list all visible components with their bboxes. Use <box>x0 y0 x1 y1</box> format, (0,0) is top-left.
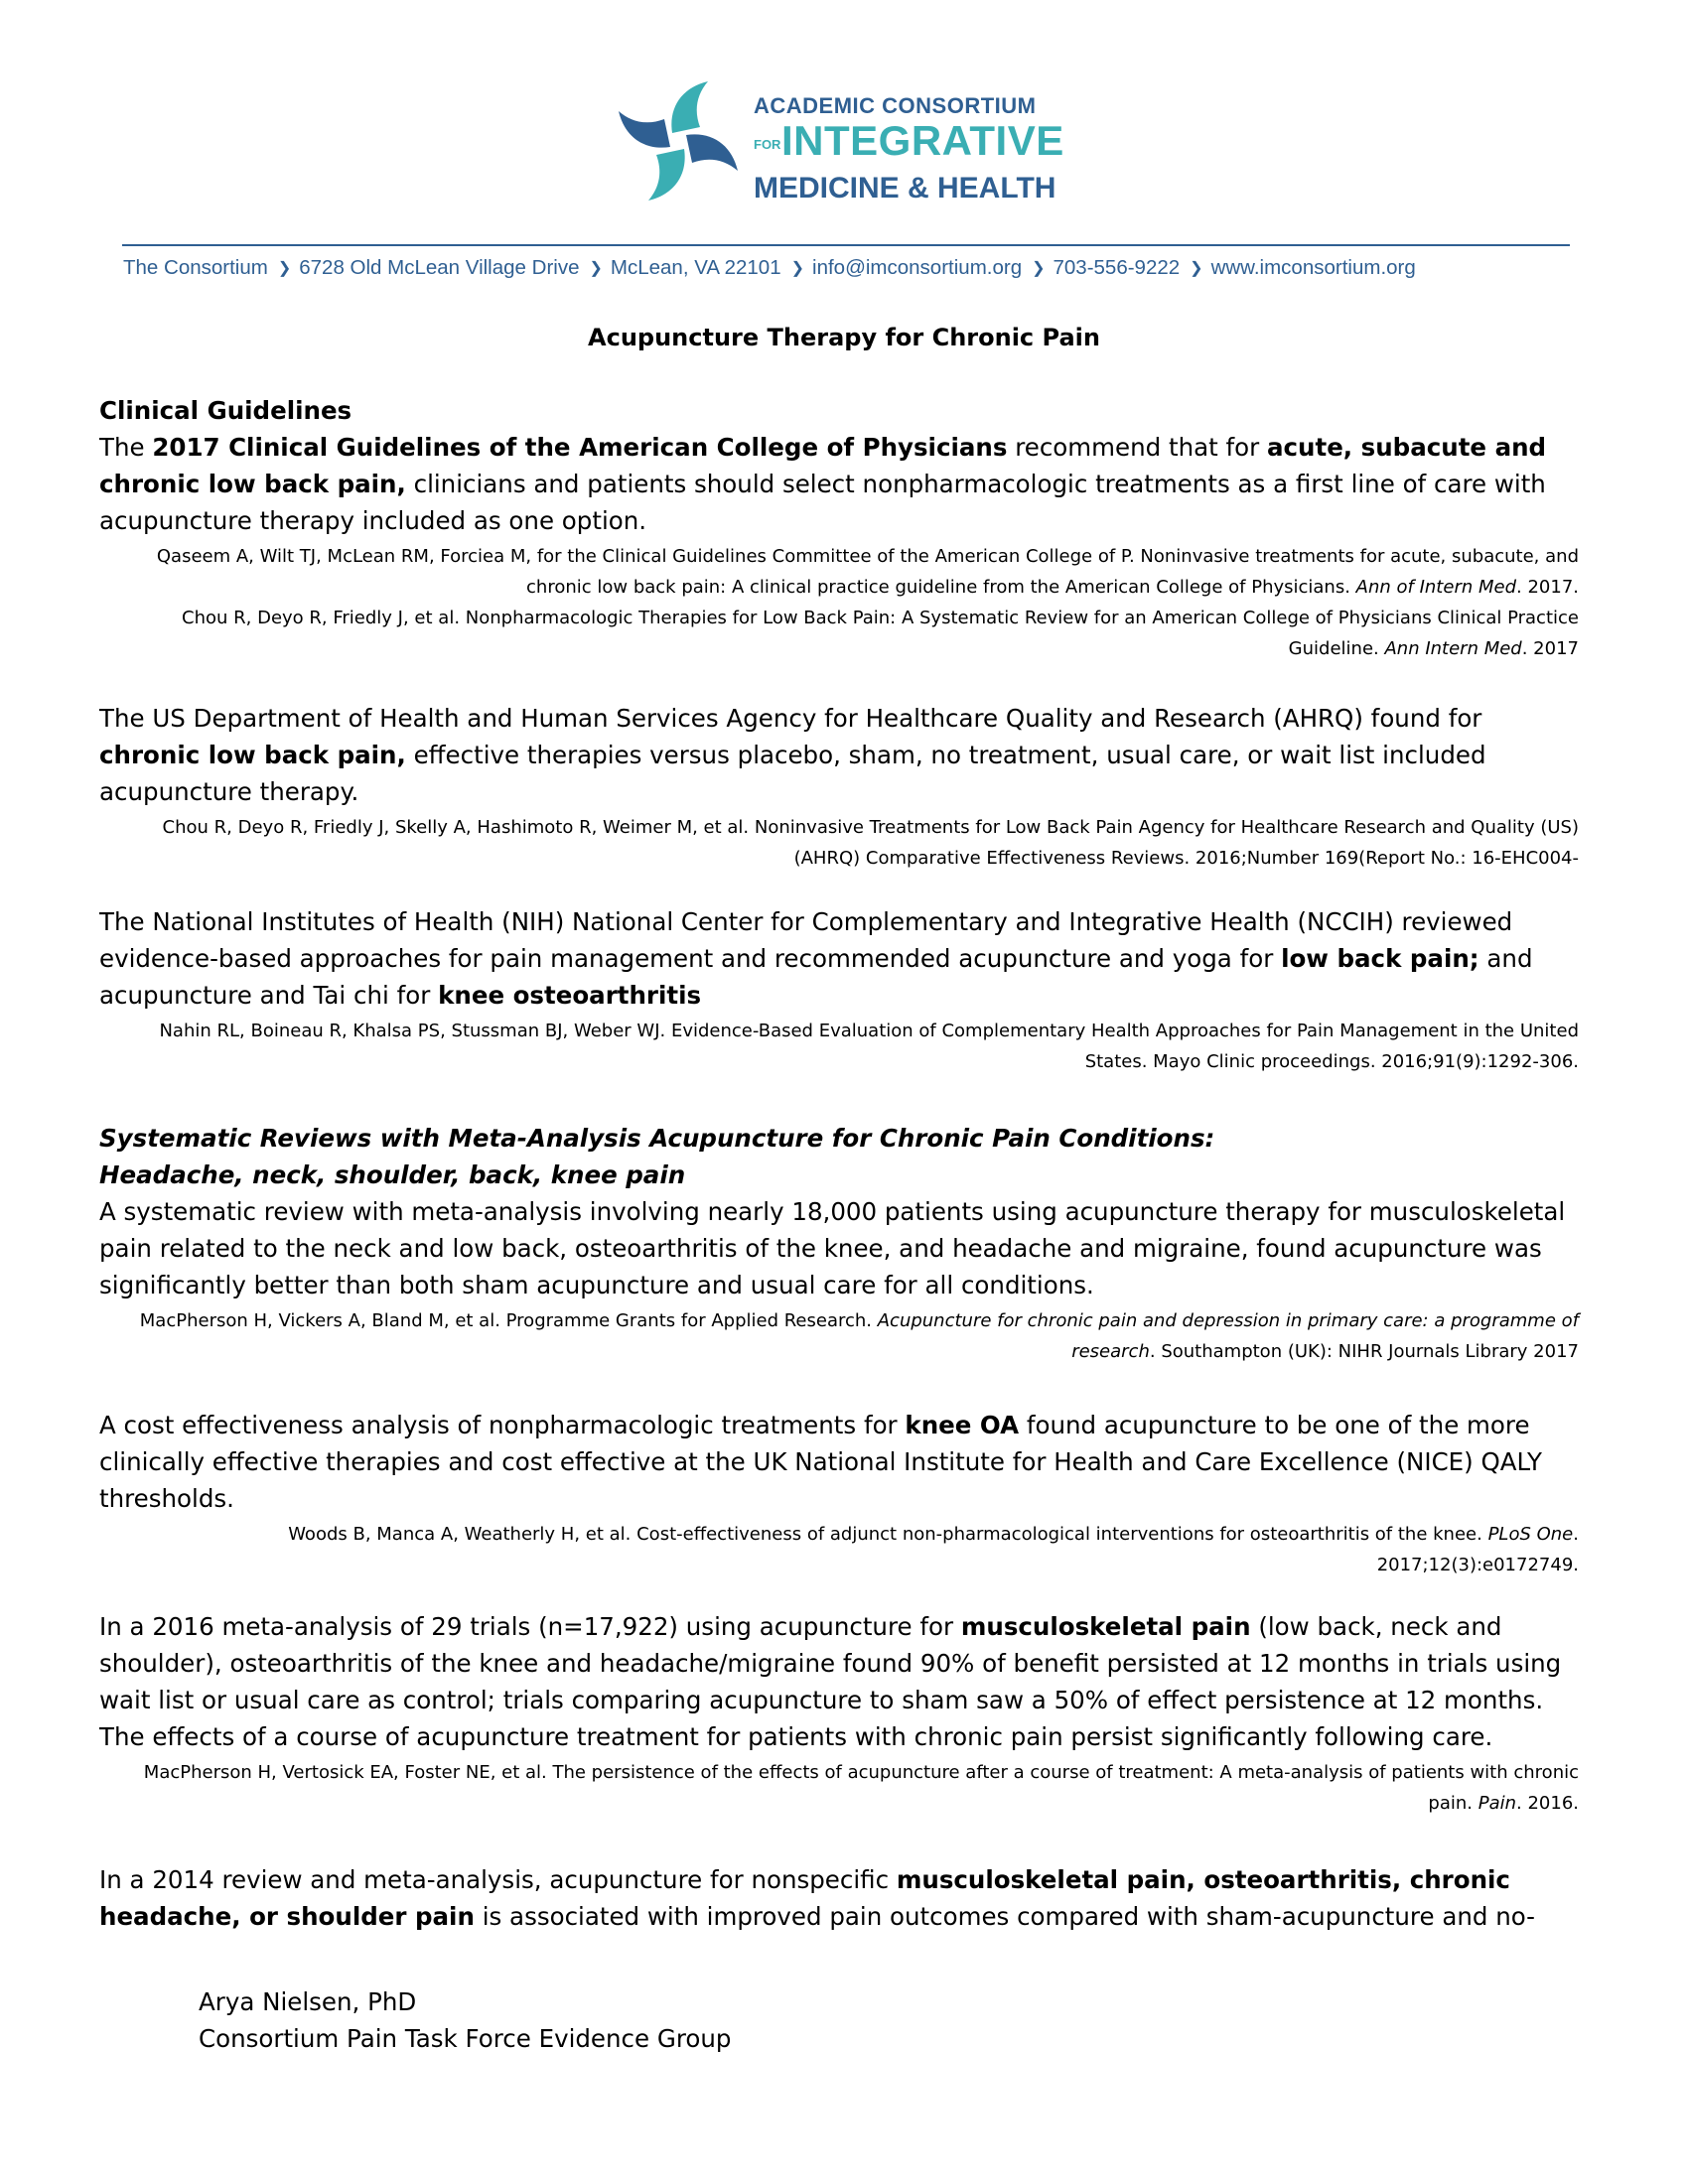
section-subheading: Headache, neck, shoulder, back, knee pain <box>99 1160 686 1189</box>
section-cost-effectiveness <box>99 1407 1579 1580</box>
header-divider <box>122 244 1570 246</box>
contact-city: McLean, VA 22101 <box>610 256 781 279</box>
contact-org: The Consortium <box>123 256 268 279</box>
logo-line-2 <box>754 119 1064 173</box>
contact-address: 6728 Old McLean Village Drive <box>299 256 580 279</box>
contact-phone: 703-556-9222 <box>1053 256 1181 279</box>
paragraph: The National Institutes of Health (NIH) National Center for Complementary and Integrative Health (NCCIH) reviewed evidence-based approaches for pain management and recommended acupuncture and yoga for low back pain; and acupuncture and Tai chi for knee osteoarthritis <box>99 907 1533 1010</box>
page-title: Acupuncture Therapy for Chronic Pain <box>588 324 1100 351</box>
logo-for: FOR <box>754 137 781 152</box>
section-heading: Systematic Reviews with Meta-Analysis Acupuncture for Chronic Pain Conditions: <box>99 1124 1215 1153</box>
contact-email[interactable]: info@imconsortium.org <box>812 256 1023 279</box>
logo-wordmark <box>754 93 1064 205</box>
paragraph: In a 2016 meta-analysis of 29 trials (n=17,922) using acupuncture for musculoskeletal pain (low back, neck and shoulder), osteoarthritis of the knee and headache/migraine found 90% of benefit persisted at 12 months in trials using wait list or usual care as control; trials comparing acupuncture to sham saw a 50% of effect persistence at 12 months. The effects of a course of acupuncture treatment for patients with chronic pain persist significantly following care. <box>99 1612 1562 1751</box>
section-heading: Clinical Guidelines <box>99 396 352 425</box>
chevron-right-icon: ❯ <box>1190 260 1203 277</box>
reference: Chou R, Deyo R, Friedly J, et al. Nonpharmacologic Therapies for Low Back Pain: A Systematic Review for an American College of Physicians Clinical Practice Guideline. Ann Intern Med. 2017 <box>182 608 1579 659</box>
chevron-right-icon: ❯ <box>277 260 292 277</box>
reference: Qaseem A, Wilt TJ, McLean RM, Forciea M, for the Clinical Guidelines Committee of the American College of P. Noninvasive treatments for acute, subacute, and chronic low back pain: A clinical practice guideline from the American College of Physicians. Ann of Intern Med. 2017. <box>156 546 1579 598</box>
consortium-logo <box>613 77 1099 205</box>
logo-line-1: ACADEMIC CONSORTIUM <box>754 93 1037 118</box>
section-nih <box>99 903 1579 1077</box>
logo-line-3: MEDICINE & HEALTH <box>754 172 1056 205</box>
reference: Chou R, Deyo R, Friedly J, Skelly A, Hashimoto R, Weimer M, et al. Noninvasive Treatments for Low Back Pain Agency for Healthcare Research and Quality (US) (AHRQ) Comparative Effectiveness Reviews. 2016;Number 169(Report No.: 16-EHC004- <box>162 817 1579 869</box>
reference: Nahin RL, Boineau R, Khalsa PS, Stussman BJ, Weber WJ. Evidence-Based Evaluation of Complementary Health Approaches for Pain Management in the United States. Mayo Clinic proceedings. 2016;91(9):1292-306. <box>159 1021 1579 1072</box>
signature-name: Arya Nielsen, PhD <box>199 1987 417 2016</box>
paragraph: The US Department of Health and Human Services Agency for Healthcare Quality and Research (AHRQ) found for chronic low back pain, effective therapies versus placebo, sham, no treatment, usual care, or wait list included acupuncture therapy. <box>99 704 1486 806</box>
reference: MacPherson H, Vertosick EA, Foster NE, et al. The persistence of the effects of acupuncture after a course of treatment: A meta-analysis of patients with chronic pain. Pain. 2016. <box>143 1762 1579 1814</box>
chevron-right-icon: ❯ <box>589 260 603 277</box>
contact-website[interactable]: www.imconsortium.org <box>1210 256 1416 279</box>
chevron-right-icon: ❯ <box>1032 260 1046 277</box>
section-ahrq <box>99 700 1579 874</box>
pinwheel-logo-icon <box>613 77 744 205</box>
section-systematic-reviews <box>99 1120 1579 1367</box>
signature-block <box>199 1983 731 2057</box>
paragraph: The 2017 Clinical Guidelines of the American College of Physicians recommend that for acute, subacute and chronic low back pain, clinicians and patients should select nonpharmacologic treatments as a first line of care with acupuncture therapy included as one option. <box>99 433 1547 535</box>
paragraph: A cost effectiveness analysis of nonpharmacologic treatments for knee OA found acupuncture to be one of the more clinically effective therapies and cost effective at the UK National Institute for Health and Care Excellence (NICE) QALY thresholds. <box>99 1411 1542 1513</box>
section-2016-meta-analysis <box>99 1608 1579 1819</box>
section-2014-review <box>99 1861 1579 1935</box>
paragraph: A systematic review with meta-analysis involving nearly 18,000 patients using acupuncture therapy for musculoskeletal pain related to the neck and low back, osteoarthritis of the knee, and headache and migraine, found acupuncture was significantly better than both sham acupuncture and usual care for all conditions. <box>99 1197 1566 1299</box>
logo-integrative: INTEGRATIVE <box>781 117 1064 164</box>
section-clinical-guidelines <box>99 392 1579 664</box>
reference: MacPherson H, Vickers A, Bland M, et al. Programme Grants for Applied Research. Acupuncture for chronic pain and depression in primary care: a programme of research. Southampton (UK): NIHR Journals Library 2017 <box>139 1310 1579 1362</box>
contact-bar <box>123 256 1583 280</box>
paragraph: In a 2014 review and meta-analysis, acupuncture for nonspecific musculoskeletal pain, osteoarthritis, chronic headache, or shoulder pain is associated with improved pain outcomes compared with sham-acupuncture and no- <box>99 1865 1536 1931</box>
reference: Woods B, Manca A, Weatherly H, et al. Cost-effectiveness of adjunct non-pharmacological interventions for osteoarthritis of the knee. PLoS One. 2017;12(3):e0172749. <box>288 1524 1579 1575</box>
signature-group: Consortium Pain Task Force Evidence Group <box>199 2024 732 2053</box>
chevron-right-icon: ❯ <box>790 260 805 277</box>
